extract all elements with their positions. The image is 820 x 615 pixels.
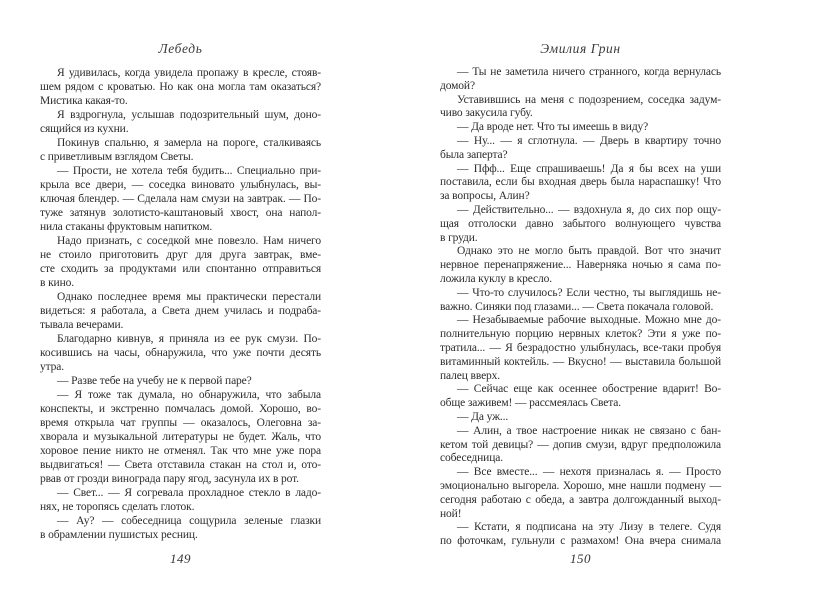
- text-line: была заперта?: [440, 148, 508, 161]
- text-line: палец вверх.: [440, 369, 501, 382]
- text-line: хворала и музыкальной литературы не будет. Жаль, что: [40, 431, 321, 443]
- text-line: утра.: [40, 361, 65, 373]
- text-line: нила стаканы фруктовым напитком.: [40, 221, 213, 233]
- text-line: — Ну... — я сглотнула. — Дверь в квартиру точно: [457, 134, 721, 147]
- text-line: — Незабываемые рабочие выходные. Можно мне до-: [457, 314, 721, 327]
- text-line: поставила, если бы входная дверь была нараспашку! Что: [440, 176, 721, 189]
- text-line: сегодня работаю с обеда, а завтра долгожданный выход-: [440, 493, 721, 506]
- text-line: — Да вроде нет. Что ты имеешь в виду?: [457, 121, 649, 134]
- text-line: — Ты не заметила ничего странного, когда вернулась: [457, 66, 721, 78]
- text-line: — Прости, не хотела тебя будить... Специально при-: [57, 165, 321, 177]
- text-line: витаминный коктейль. — Вкусно! — выставила большой: [440, 355, 721, 368]
- text-line: за вопросы, Алин?: [440, 190, 530, 203]
- page-number-left: 149: [170, 551, 191, 566]
- text-line: хоровое пение никто не отменял. Так что мне уже пора: [40, 445, 321, 457]
- text-line: тратила... — Я безрадостно улыбнулась, все-таки пробуя: [440, 341, 721, 354]
- text-line: рвав от грозди винограда пару ягод, засунула их в рот.: [40, 473, 299, 485]
- text-line: — Сейчас еще как осеннее обострение вдарит! Во-: [457, 383, 721, 396]
- text-line: Я удивилась, когда увидела пропажу в кресле, стояв-: [57, 67, 321, 79]
- text-line: нях, не торопясь сделать глоток.: [40, 501, 195, 513]
- text-line: — Пфф... Еще спрашиваешь! Да я бы всех на уши: [457, 162, 721, 175]
- text-line: — Я тоже так думала, но обнаружила, что забыла: [57, 389, 321, 401]
- text-line: косившись на часы, обнаружила, что уже почти десять: [40, 347, 321, 359]
- text-line: щая отголоски давно забытого волнующего чувства: [440, 217, 721, 230]
- text-line: — Кстати, я подписана на эту Лизу в телеге. Судя: [457, 521, 721, 534]
- text-line: нервное перенапряжение... Наверняка ночью я сама по-: [440, 259, 721, 272]
- text-line: выдвигаться! — Света отставила стакан на стол и, ото-: [40, 459, 321, 471]
- text-line: полнительную порцию нервных клеток? Эти я уже по-: [440, 328, 721, 341]
- running-head-right: Эмилия Грин: [540, 41, 621, 56]
- text-line: домой?: [440, 79, 475, 92]
- text-line: — Ау? — собеседница сощурила зеленые глазки: [57, 515, 321, 527]
- page-left: [40, 0, 321, 615]
- text-line: — Да уж...: [457, 410, 509, 423]
- page-right: [440, 0, 721, 615]
- text-line: обще заживем! — рассмеялась Света.: [440, 397, 622, 410]
- text-line: сящийся из кухни.: [40, 123, 129, 135]
- text-line: — Действительно... — вздохнула я, до сих пор ощу-: [457, 203, 721, 216]
- text-line: Однако последнее время мы практически перестали: [57, 291, 321, 303]
- text-line: с приветливым взглядом Светы.: [40, 151, 194, 163]
- text-line: — Алин, а твое настроение никак не связано с бан-: [457, 424, 721, 437]
- text-line: чиво закусила губу.: [440, 107, 533, 120]
- text-line: по фоточкам, гульнули с размахом! Она вчера снимала: [440, 535, 721, 548]
- running-head-left: Лебедь: [158, 41, 203, 56]
- text-line: — Что-то случилось? Если честно, ты выглядишь не-: [457, 286, 721, 299]
- text-line: сте сходить за продуктами или спонтанно отправиться: [40, 263, 321, 275]
- text-line: ной!: [440, 507, 462, 520]
- text-line: туже затянув золотисто-каштановый хвост, она напол-: [40, 207, 321, 219]
- text-line: — Все вместе... — нехотя призналась я. — Просто: [457, 466, 721, 479]
- text-line: Покинув спальню, я замерла на пороге, сталкиваясь: [57, 137, 321, 149]
- text-line: собеседница.: [440, 452, 503, 465]
- text-line: в кино.: [40, 277, 74, 289]
- text-line: ключая блендер. — Сделала нам смузи на завтрак. — По-: [40, 193, 321, 205]
- text-line: — Свет... — Я согревала прохладное стекло в ладо-: [57, 487, 321, 499]
- text-line: шем рядом с кроватью. Но как она могла там оказаться?: [40, 81, 321, 93]
- text-line: Надо признать, с соседкой мне повезло. Нам ничего: [57, 235, 321, 247]
- text-line: Благодарно кивнув, я приняла из ее рук смузи. По-: [57, 333, 321, 345]
- text-line: кетом той девицы? — допив смузи, вдруг предположила: [440, 438, 721, 451]
- page-number-right: 150: [570, 551, 591, 566]
- text-line: в груди.: [440, 231, 478, 244]
- text-line: Уставившись на меня с подозрением, соседка задум-: [457, 93, 721, 106]
- text-line: крыла все двери, — соседка виновато улыбнулась, вы-: [40, 179, 321, 191]
- text-line: Мистика какая-то.: [40, 95, 128, 107]
- text-line: в обрамлении пушистых ресниц.: [40, 529, 198, 541]
- text-line: важно. Синяки под глазами... — Света покачала головой.: [440, 300, 714, 313]
- page-left-text: [40, 66, 321, 542]
- text-line: — Разве тебе на учебу не к первой паре?: [57, 375, 252, 387]
- text-line: тывала вечерами.: [40, 319, 124, 331]
- text-line: конспекты, и экстренно помчалась домой. Хорошо, во-: [40, 403, 321, 415]
- text-line: видеться: я работала, а Света днем училась и подраба-: [40, 305, 321, 317]
- text-line: Однако это не могло быть правдой. Вот что значит: [457, 245, 721, 258]
- text-line: не стоило приготовить друг для друга завтрак, вме-: [40, 249, 321, 261]
- text-line: время открыла чат группы — оказалось, Олеговна за-: [40, 417, 321, 429]
- text-line: Я вздрогнула, услышав подозрительный шум, доно-: [57, 109, 321, 121]
- text-line: эмоционально выгорела. Хорошо, мне нашли подмену —: [440, 479, 721, 492]
- text-line: ложила куклу в кресло.: [440, 272, 553, 285]
- page-right-text: [440, 66, 721, 549]
